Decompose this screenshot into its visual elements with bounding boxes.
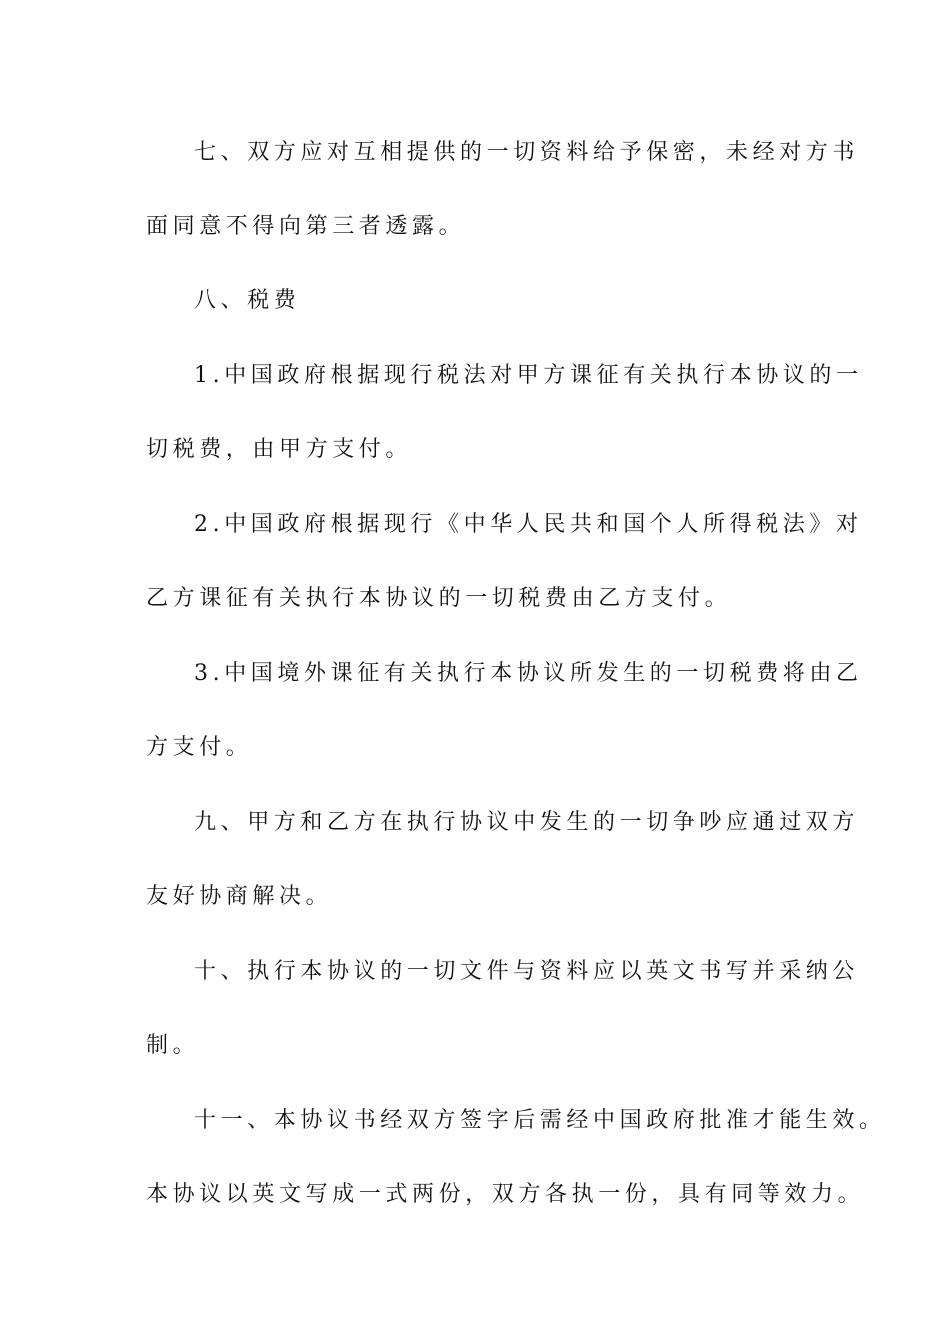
clause-8-item-2-line-2: 乙方课征有关执行本协议的一切税费由乙方支付。: [146, 586, 732, 611]
clause-11-line-2: 本协议以英文写成一式两份，双方各执一份，具有同等效力。: [146, 1182, 865, 1207]
clause-7-line-1: 七、双方应对互相提供的一切资料给予保密，未经对方书: [194, 140, 860, 165]
clause-8-item-3-line-1: 3.中国境外课征有关执行本协议所发生的一切税费将由乙: [194, 661, 863, 686]
clause-9-line-2: 友好协商解决。: [146, 884, 333, 909]
clause-9-line-1: 九、甲方和乙方在执行协议中发生的一切争吵应通过双方: [194, 810, 860, 835]
clause-8-heading: 八、税费: [194, 288, 301, 313]
clause-11-line-1: 十一、本协议书经双方签字后需经中国政府批准才能生效。: [194, 1108, 886, 1133]
clause-8-item-2-line-1: 2.中国政府根据现行《中华人民共和国个人所得税法》对: [194, 512, 863, 537]
clause-8-item-3-line-2: 方支付。: [146, 735, 253, 760]
clause-10-line-2: 制。: [146, 1033, 200, 1058]
clause-10-line-1: 十、执行本协议的一切文件与资料应以英文书写并采纳公: [194, 959, 860, 984]
clause-8-item-1-line-1: 1.中国政府根据现行税法对甲方课征有关执行本协议的一: [194, 363, 863, 388]
clause-8-item-1-line-2: 切税费，由甲方支付。: [146, 437, 413, 462]
clause-7-line-2: 面同意不得向第三者透露。: [146, 214, 466, 239]
